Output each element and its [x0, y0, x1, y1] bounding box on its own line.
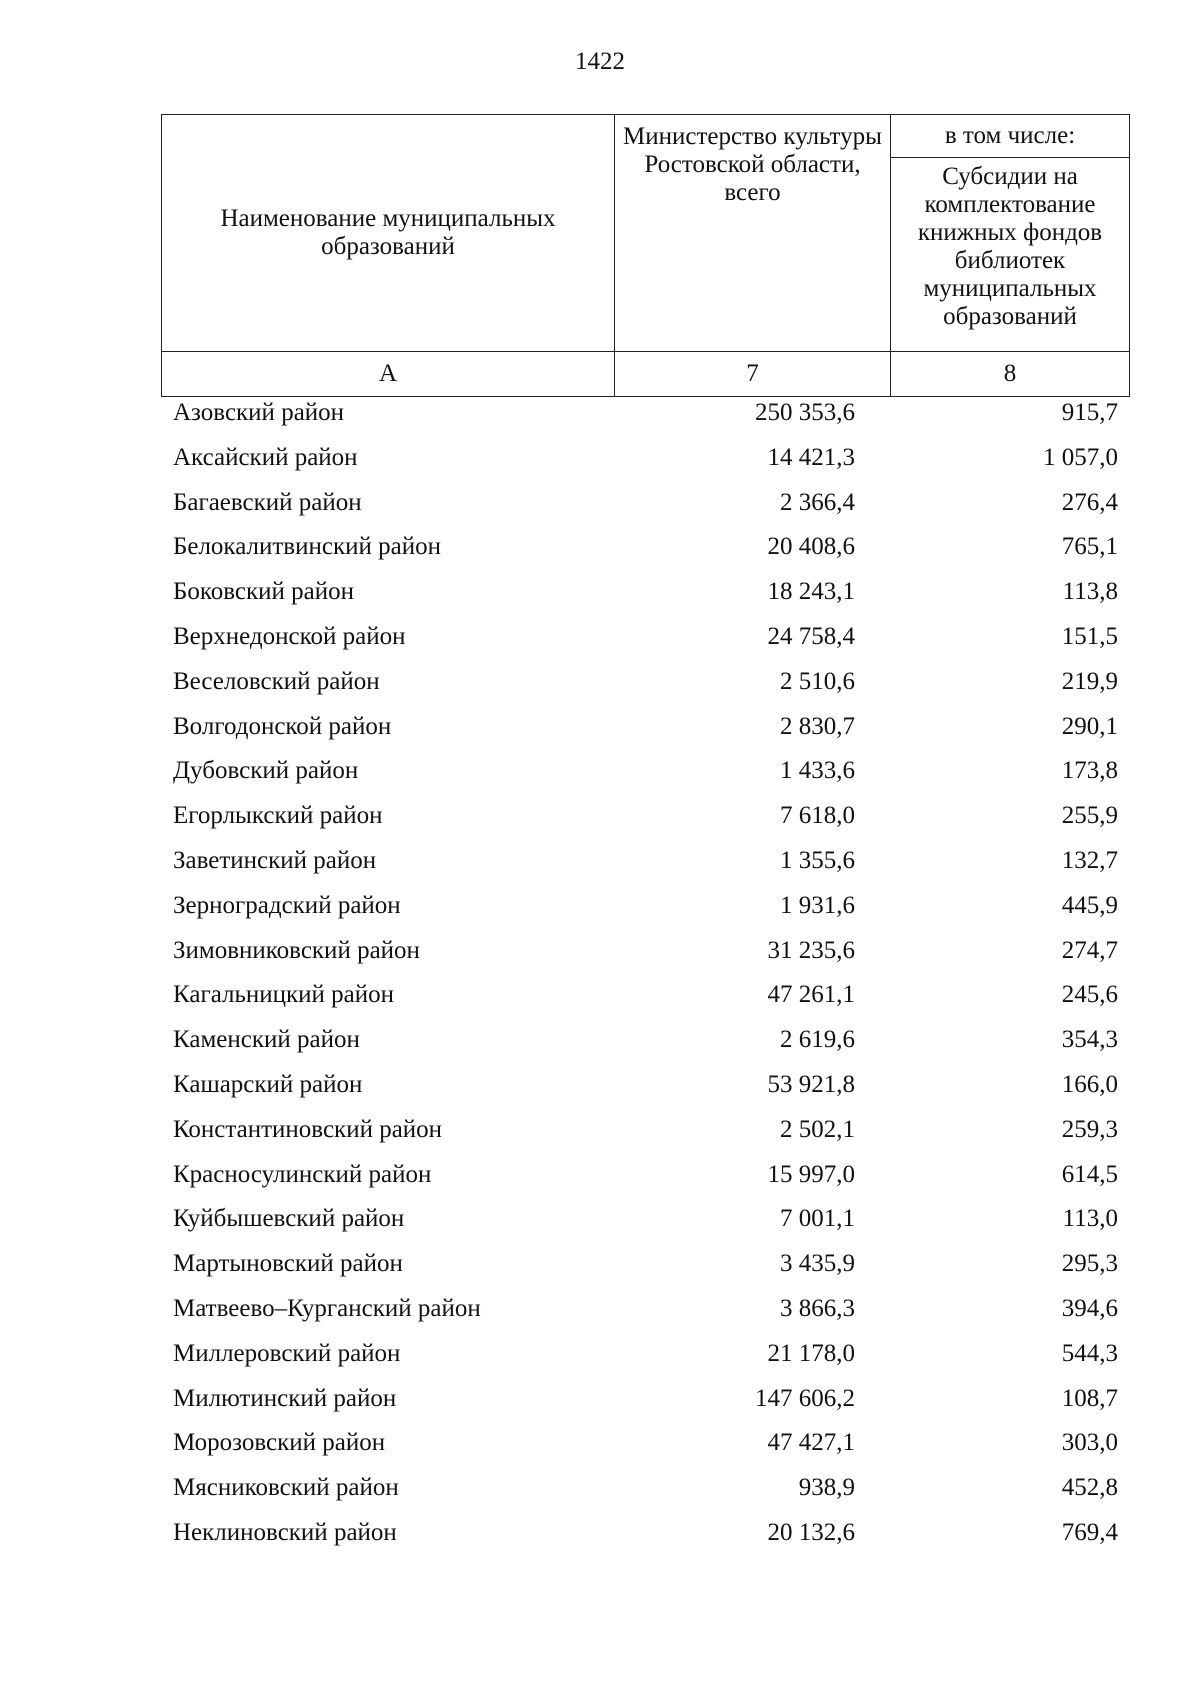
subsidy-value: 452,8 [1061, 1474, 1118, 1502]
ministry-total-value: 2 510,6 [780, 667, 855, 695]
ministry-total-value: 1 931,6 [780, 891, 855, 919]
subsidy-value: 255,9 [1061, 802, 1118, 830]
table-row [161, 1513, 1130, 1558]
column-number-7: 7 [615, 352, 891, 397]
municipality-name: Азовский район [173, 399, 345, 426]
subsidy-value: 151,5 [1061, 622, 1118, 650]
ministry-total-value: 31 235,6 [767, 936, 855, 964]
municipality-name: Зимовниковский район [173, 936, 420, 964]
ministry-total-value: 47 427,1 [767, 1429, 855, 1457]
table-row [161, 662, 1130, 707]
ministry-total-value: 18 243,1 [767, 578, 855, 606]
ministry-total-value: 2 502,1 [780, 1115, 855, 1143]
ministry-total-value: 24 758,4 [767, 622, 855, 650]
table-row [161, 841, 1130, 886]
municipality-name: Дубовский район [173, 757, 359, 785]
municipality-name: Мартыновский район [173, 1250, 403, 1278]
table-row [161, 1423, 1130, 1468]
municipality-name: Багаевский район [173, 488, 362, 516]
subsidy-value: 394,6 [1061, 1294, 1118, 1322]
table-row [161, 751, 1130, 796]
table-row [161, 438, 1130, 483]
municipality-name: Матвеево–Курганский район [173, 1294, 481, 1322]
subsidy-value: 614,5 [1061, 1160, 1118, 1188]
table-row [161, 617, 1130, 662]
table-body [161, 393, 1130, 1558]
ministry-total-value: 1 433,6 [780, 757, 855, 785]
ministry-total-value: 1 355,6 [780, 846, 855, 874]
subsidy-value: 765,1 [1061, 533, 1118, 561]
ministry-total-value: 2 366,4 [780, 488, 855, 516]
ministry-total-value: 147 606,2 [755, 1384, 855, 1412]
column-number-8: 8 [891, 352, 1130, 397]
page-number: 1422 [575, 48, 625, 75]
ministry-total-value: 7 618,0 [780, 802, 855, 830]
table-header [161, 114, 1130, 397]
municipality-name: Мясниковский район [173, 1474, 399, 1502]
ministry-total-value: 938,9 [798, 1474, 855, 1502]
table-row [161, 931, 1130, 976]
table-row [161, 572, 1130, 617]
municipality-name: Миллеровский район [173, 1339, 401, 1367]
municipality-name: Зерноградский район [173, 891, 401, 919]
municipality-name: Куйбышевский район [173, 1205, 405, 1233]
subsidy-value: 132,7 [1061, 846, 1118, 874]
table-row [161, 1468, 1130, 1513]
subsidy-value: 274,7 [1061, 936, 1118, 964]
table-row [161, 1244, 1130, 1289]
ministry-total-value: 2 619,6 [780, 1026, 855, 1054]
subsidy-value: 1 057,0 [1043, 443, 1118, 471]
subsidy-value: 166,0 [1061, 1070, 1118, 1098]
ministry-total-value: 7 001,1 [780, 1205, 855, 1233]
subsidy-value: 113,8 [1062, 578, 1118, 606]
subsidy-value: 276,4 [1061, 488, 1118, 516]
ministry-total-value: 47 261,1 [767, 981, 855, 1009]
ministry-total-value: 3 435,9 [780, 1250, 855, 1278]
subsidy-value: 295,3 [1061, 1250, 1118, 1278]
ministry-total-value: 3 866,3 [780, 1294, 855, 1322]
subsidy-value: 219,9 [1061, 667, 1118, 695]
municipality-name: Неклиновский район [173, 1518, 397, 1546]
municipality-name: Морозовский район [173, 1429, 386, 1457]
subsidy-value: 303,0 [1061, 1429, 1118, 1457]
header-municipality-name: Наименование муниципальных образований [162, 115, 615, 352]
header-including: в том числе: [891, 115, 1130, 158]
table-row [161, 393, 1130, 438]
table-row [161, 1379, 1130, 1424]
header-library-subsidies: Субсидии на комплектование книжных фондов библиотек муниципальных образований [891, 158, 1130, 352]
ministry-total-value: 20 132,6 [767, 1518, 855, 1546]
table-row [161, 1199, 1130, 1244]
subsidy-value: 290,1 [1061, 712, 1118, 740]
municipality-name: Волгодонской район [173, 712, 392, 740]
ministry-total-value: 14 421,3 [767, 443, 855, 471]
table-row [161, 975, 1130, 1020]
table-row [161, 796, 1130, 841]
subsidy-value: 354,3 [1061, 1026, 1118, 1054]
municipality-name: Кашарский район [173, 1070, 363, 1098]
subsidy-value: 259,3 [1061, 1115, 1118, 1143]
municipality-name: Кагальницкий район [173, 981, 395, 1009]
table-row [161, 1334, 1130, 1379]
ministry-total-value: 53 921,8 [767, 1070, 855, 1098]
table-row [161, 527, 1130, 572]
table-row [161, 1065, 1130, 1110]
ministry-total-value: 21 178,0 [767, 1339, 855, 1367]
subsidy-value: 544,3 [1061, 1339, 1118, 1367]
municipality-name: Белокалитвинский район [173, 533, 441, 561]
subsidy-value: 769,4 [1061, 1518, 1118, 1546]
municipality-name: Егорлыкский район [173, 802, 383, 830]
header-ministry-total: Министерство культуры Ростовской области, всего [615, 115, 891, 352]
ministry-total-value: 20 408,6 [767, 533, 855, 561]
ministry-total-value: 15 997,0 [767, 1160, 855, 1188]
subsidy-value: 445,9 [1061, 891, 1118, 919]
table-row [161, 1289, 1130, 1334]
municipality-name: Боковский район [173, 578, 354, 606]
table-row [161, 1155, 1130, 1200]
table-row [161, 707, 1130, 752]
municipality-name: Веселовский район [173, 667, 380, 695]
municipality-name: Константиновский район [173, 1115, 443, 1143]
table-row [161, 886, 1130, 931]
municipality-name: Аксайский район [173, 443, 358, 471]
subsidy-value: 245,6 [1061, 981, 1118, 1009]
municipality-name: Каменский район [173, 1026, 360, 1054]
table-row [161, 483, 1130, 528]
subsidy-value: 108,7 [1061, 1384, 1118, 1412]
table-row [161, 1110, 1130, 1155]
ministry-total-value: 2 830,7 [780, 712, 855, 740]
table-row [161, 1020, 1130, 1065]
municipality-name: Заветинский район [173, 846, 377, 874]
municipality-name: Милютинский район [173, 1384, 397, 1412]
subsidy-value: 173,8 [1061, 757, 1118, 785]
subsidy-value: 915,7 [1061, 399, 1118, 426]
column-number-a: А [162, 352, 615, 397]
municipality-name: Красносулинский район [173, 1160, 432, 1188]
ministry-total-value: 250 353,6 [755, 399, 855, 426]
subsidy-value: 113,0 [1062, 1205, 1118, 1233]
municipality-name: Верхнедонской район [173, 622, 406, 650]
